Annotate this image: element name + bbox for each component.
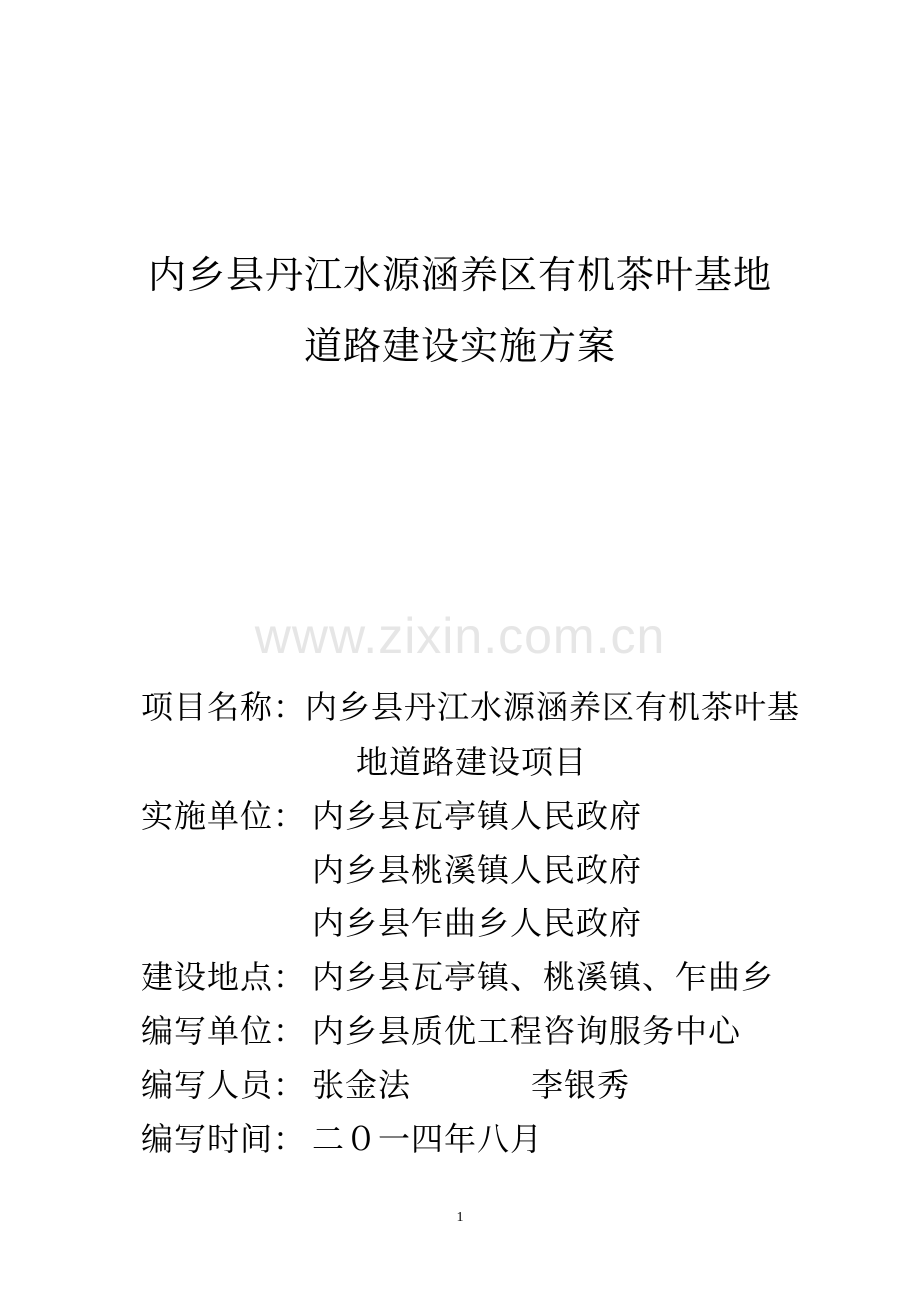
compiling-unit-value: 内乡县质优工程咨询服务中心 xyxy=(312,1012,742,1050)
implementing-unit-1: 内乡县瓦亭镇人民政府 xyxy=(312,797,643,835)
compiler-name-1: 张金法 xyxy=(312,1066,412,1104)
compiling-unit-label: 编写单位： xyxy=(141,1012,307,1050)
document-title-line-1: 内乡县丹江水源涵养区有机茶叶基地 xyxy=(147,253,772,297)
project-name-label: 项目名称： xyxy=(141,688,307,726)
watermark: www.zixin.com.cn xyxy=(254,608,666,664)
compiler-name-2: 李银秀 xyxy=(531,1066,631,1104)
construction-site-label: 建设地点： xyxy=(141,958,307,996)
compile-date-value: 二０一四年八月 xyxy=(312,1120,544,1158)
compile-date-label: 编写时间： xyxy=(141,1120,307,1158)
project-name-value-line-1: 内乡县丹江水源涵养区有机茶叶基 xyxy=(305,688,801,726)
implementing-unit-label: 实施单位： xyxy=(141,797,307,835)
compilers-label: 编写人员： xyxy=(141,1066,307,1104)
implementing-unit-2: 内乡县桃溪镇人民政府 xyxy=(312,851,643,889)
construction-site-value: 内乡县瓦亭镇、桃溪镇、乍曲乡 xyxy=(312,958,775,996)
project-name-value-line-2: 地道路建设项目 xyxy=(356,743,588,781)
document-title-line-2: 道路建设实施方案 xyxy=(303,324,616,368)
implementing-unit-3: 内乡县乍曲乡人民政府 xyxy=(312,904,643,942)
page-number: 1 xyxy=(456,1210,464,1225)
